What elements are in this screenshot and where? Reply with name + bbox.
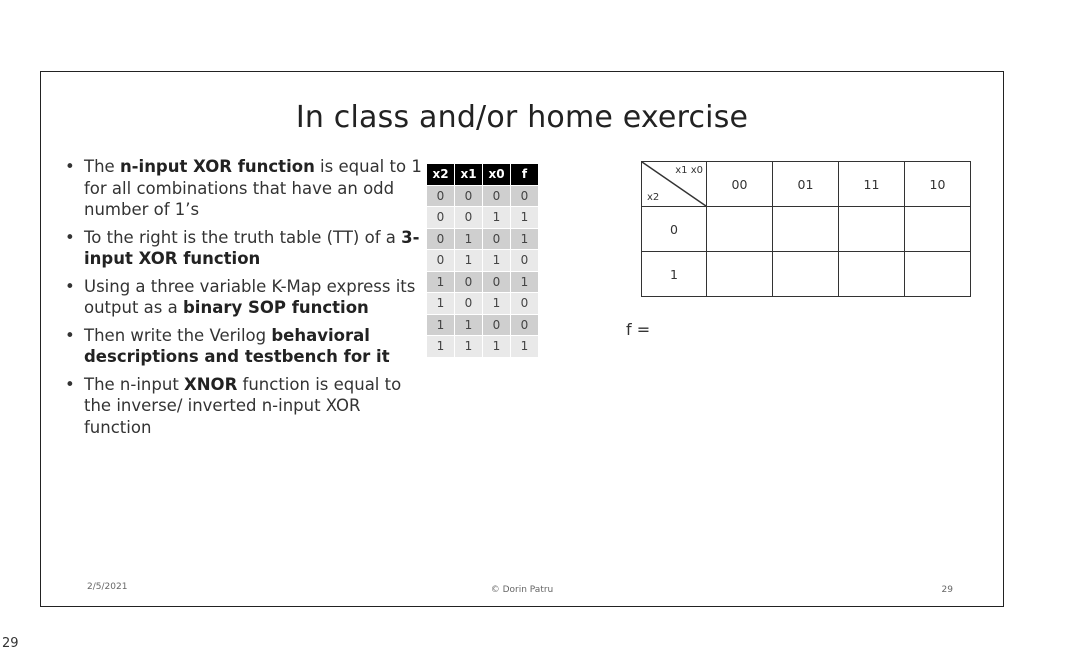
k-map-column-header: 10 (905, 162, 971, 207)
k-map-column-header: 11 (839, 162, 905, 207)
bullet-bold-text: binary SOP function (182, 298, 369, 317)
truth-table-row (427, 293, 539, 315)
truth-table-cell: 0 (511, 250, 539, 272)
truth-table-cell: 1 (455, 315, 483, 337)
truth-table-cell: 0 (511, 315, 539, 337)
truth-table-cell: 1 (483, 336, 511, 358)
bullet-item (63, 156, 433, 221)
truth-table-header: x0 (483, 164, 511, 186)
k-map-cell[interactable] (707, 207, 773, 252)
truth-table-row (427, 272, 539, 294)
truth-table-cell: 1 (427, 315, 455, 337)
k-map-row-header: 0 (642, 207, 707, 252)
truth-table-cell: 0 (511, 186, 539, 208)
truth-table-cell: 1 (483, 207, 511, 229)
truth-table-cell: 0 (427, 250, 455, 272)
bullet-item (63, 227, 433, 270)
bullet-item (63, 374, 433, 439)
truth-table-cell: 0 (483, 229, 511, 251)
truth-table-cell: 1 (455, 250, 483, 272)
truth-table-cell: 1 (455, 229, 483, 251)
footer-slide-number: 29 (941, 585, 953, 595)
truth-table-cell: 0 (427, 207, 455, 229)
truth-table-row (427, 336, 539, 358)
truth-table (427, 164, 539, 358)
k-map-column-variables: x1 x0 (675, 165, 703, 176)
truth-table-cell: 0 (427, 186, 455, 208)
k-map-row-header: 1 (642, 252, 707, 297)
truth-table-cell: 1 (511, 336, 539, 358)
truth-table-row (427, 207, 539, 229)
bullet-bold-text: XNOR (184, 374, 238, 394)
truth-table-row (427, 250, 539, 272)
truth-table-cell: 0 (455, 207, 483, 229)
truth-table-body (427, 186, 539, 358)
bullet-text: function is equal to the inverse/ inverted n-input XOR function (84, 374, 402, 437)
k-map-cell[interactable] (773, 207, 839, 252)
truth-table-cell: 0 (483, 186, 511, 208)
truth-table-row (427, 229, 539, 251)
truth-table-row (427, 186, 539, 208)
truth-table-cell: 1 (427, 272, 455, 294)
footer-copyright: © Dorin Patru (490, 585, 554, 595)
truth-table-header: x2 (427, 164, 455, 186)
truth-table-cell: 1 (511, 207, 539, 229)
bullet-bold-text: n-input XOR function (119, 157, 315, 176)
k-map-cell[interactable] (905, 207, 971, 252)
k-map-column-header: 01 (773, 162, 839, 207)
page-number: 29 (2, 636, 19, 651)
truth-table-cell: 1 (483, 293, 511, 315)
truth-table-cell: 0 (455, 186, 483, 208)
bullet-marker: • (65, 374, 75, 394)
bullet-bold-text: 3-input XOR function (84, 227, 420, 268)
truth-table-cell: 0 (511, 293, 539, 315)
k-map (641, 161, 971, 297)
bullet-text: is equal to 1 for all combinations that have an odd number of 1’s (84, 157, 422, 219)
truth-table-cell: 1 (427, 336, 455, 358)
truth-table-cell: 0 (427, 229, 455, 251)
truth-table-header: x1 (455, 164, 483, 186)
bullet-text: The n-input (84, 374, 185, 394)
truth-table-cell: 0 (483, 315, 511, 337)
truth-table-cell: 1 (427, 293, 455, 315)
bullet-marker: • (65, 325, 75, 345)
truth-table-cell: 0 (455, 272, 483, 294)
bullet-bold-text: behavioral descriptions and testbench for it (84, 325, 390, 366)
k-map-cell[interactable] (839, 207, 905, 252)
k-map-cell[interactable] (773, 252, 839, 297)
bullet-marker: • (65, 276, 75, 296)
truth-table-header: f (511, 164, 539, 186)
slide-title: In class and/or home exercise (295, 100, 749, 135)
k-map-cell[interactable] (839, 252, 905, 297)
footer-date: 2/5/2021 (87, 582, 128, 592)
truth-table-cell: 0 (483, 272, 511, 294)
truth-table-cell: 1 (483, 250, 511, 272)
bullet-text: The (84, 157, 120, 176)
bullet-text: Using a three variable K-Map express its output as a (84, 276, 416, 317)
k-map-column-header: 00 (707, 162, 773, 207)
truth-table-row (427, 315, 539, 337)
truth-table-cell: 1 (511, 272, 539, 294)
truth-table-cell: 1 (511, 229, 539, 251)
bullet-marker: • (65, 227, 75, 247)
bullet-item (63, 325, 433, 368)
truth-table-cell: 1 (455, 336, 483, 358)
truth-table-header-row (427, 164, 539, 186)
k-map-cell[interactable] (905, 252, 971, 297)
bullet-marker: • (65, 157, 75, 176)
k-map-row-variable: x2 (647, 192, 660, 203)
slide (40, 71, 1004, 607)
k-map-corner (642, 162, 707, 207)
bullet-item (63, 276, 433, 319)
bullet-text: To the right is the truth table (TT) of a (84, 227, 402, 247)
k-map-cell[interactable] (707, 252, 773, 297)
bullet-text: Then write the Verilog (84, 325, 272, 345)
f-equation-label: f = (626, 320, 651, 339)
truth-table-cell: 0 (455, 293, 483, 315)
bullet-list (63, 156, 433, 444)
